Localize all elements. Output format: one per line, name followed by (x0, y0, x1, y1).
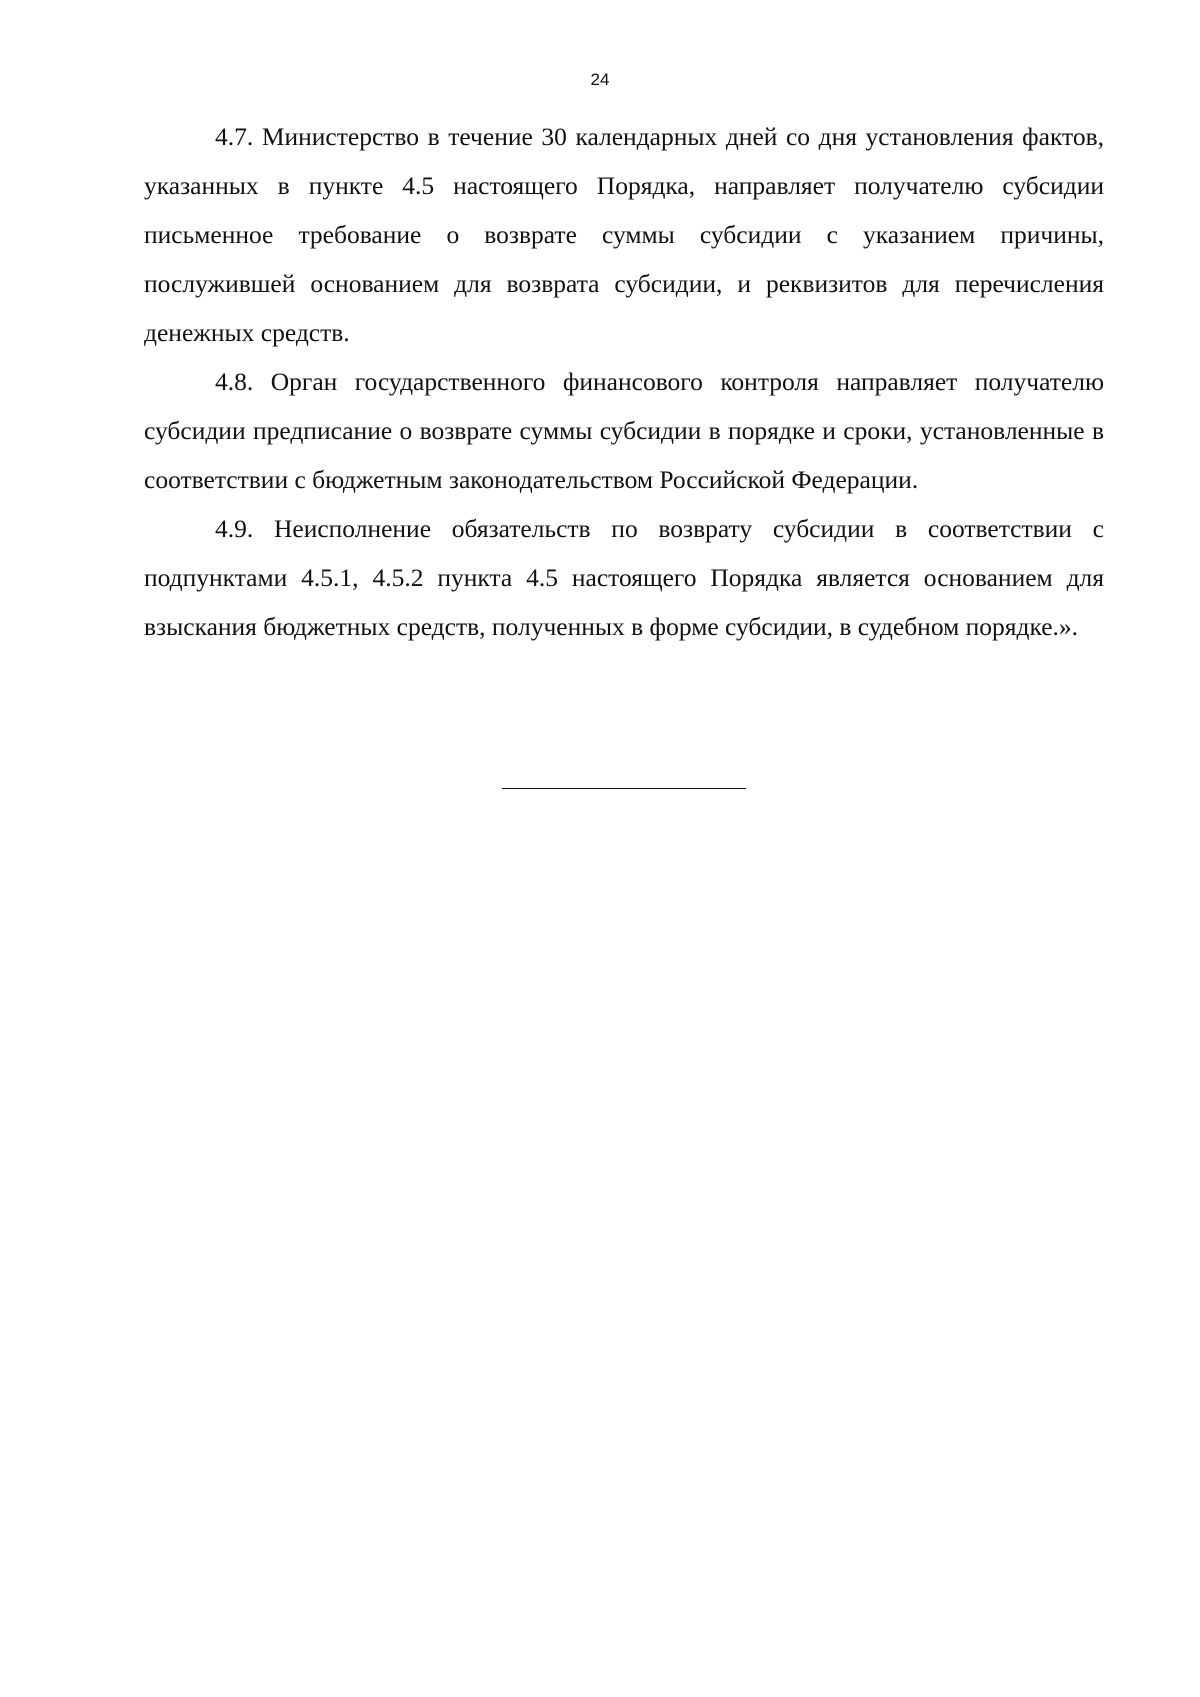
paragraph-4-7: 4.7. Министерство в течение 30 календарных дней со дня установления фактов, указанных в пункте 4.5 настоящего Порядка, направляет получателю субсидии письменное требование о возврате суммы субсидии с указанием причины, послужившей основанием для возврата субсидии, и реквизитов для перечисления денежных средств. (144, 122, 1104, 347)
page-number: 24 (590, 70, 610, 89)
paragraph-4-9: 4.9. Неисполнение обязательств по возврату субсидии в соответствии с подпунктами 4.5.1, 4.5.2 пункта 4.5 настоящего Порядка является основанием для взыскания бюджетных средств, полученных в форме субсидии, в судебном порядке.». (144, 514, 1104, 641)
paragraph-4-8: 4.8. Орган государственного финансового контроля направляет получателю субсидии предписание о возврате суммы субсидии в порядке и сроки, установленные в соответствии с бюджетным законодательством Российской Федерации. (144, 367, 1104, 494)
end-divider-line (502, 788, 746, 789)
document-body (144, 112, 1104, 651)
